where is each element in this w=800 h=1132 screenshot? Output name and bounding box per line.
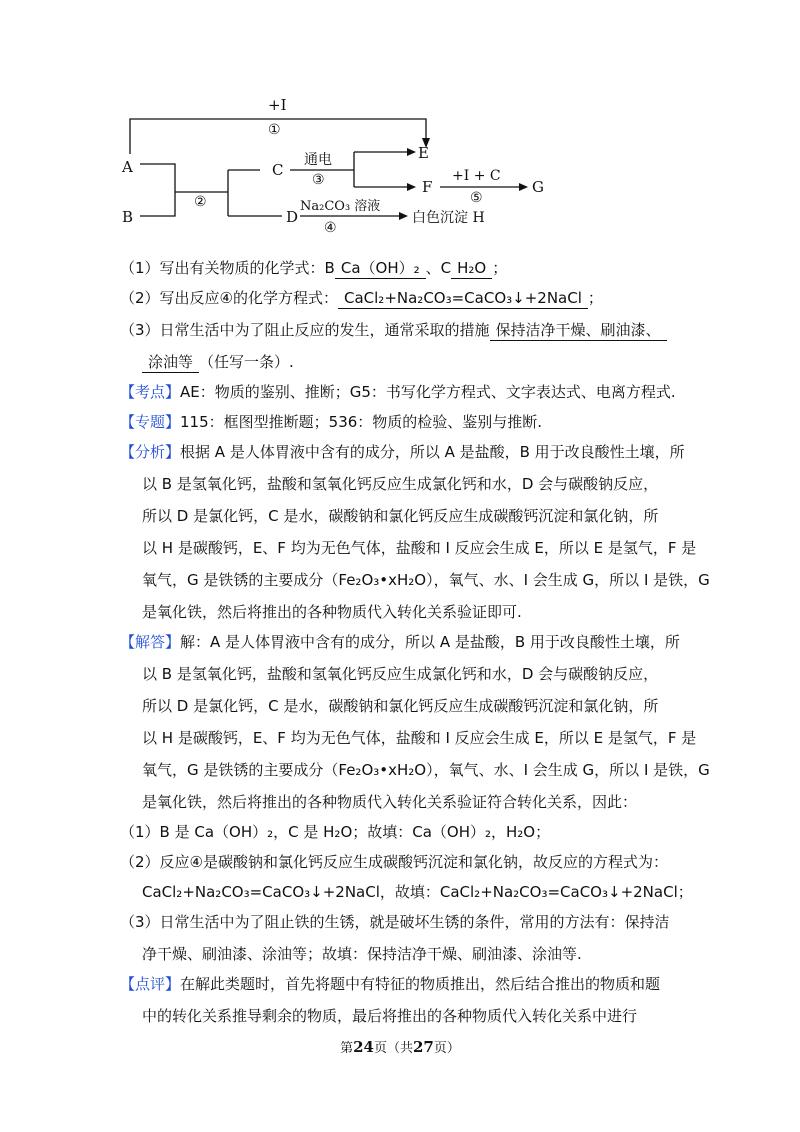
jieda-tag: 【解答】 [120,633,181,651]
question-3-line1 [120,320,667,341]
jieda-line-1 [120,632,680,652]
diag-node-b: B [122,208,134,226]
fenxi-line-3: 所以 D 是氯化钙，C 是水，碳酸钠和氯化钙反应生成碳酸钙沉淀和氯化钠，所 [142,507,659,525]
jieda-answer-2-line2: CaCl₂+Na₂CO₃=CaCO₃↓+2NaCl，故填：CaCl₂+Na₂CO₃=CaCO₃↓+2NaCl； [142,883,693,901]
q1-mid: 、C [425,259,452,277]
zhuanti [120,412,542,432]
jieda-line-4: 以 H 是碳酸钙，E、F 均为无色气体，盐酸和 I 反应会生成 E，所以 E 是氢气，F 是 [142,729,697,747]
q1-answer-b: Ca（OH）₂ [335,258,426,279]
jieda-answer-2-line1: （2）反应④是碳酸钠和氯化钙反应生成碳酸钙沉淀和氯化钠，故反应的方程式为： [120,853,668,871]
q3-end: （任写一条）. [199,353,294,371]
diag-node-d: D [286,208,299,226]
diag-label-r4-top: Na₂CO₃ 溶液 [300,199,381,214]
diag-node-f: F [422,178,433,196]
footer-mid: 页（共 [373,1041,413,1056]
dianping-text-1: 在解此类题时，首先将题中有特征的物质推出，然后结合推出的物质和题 [180,975,661,993]
zhuanti-text: 115：框图型推断题；536：物质的检验、鉴别与推断. [180,413,543,431]
q3-prefix: （3）日常生活中为了阻止反应的发生，通常采取的措施 [120,321,490,339]
jieda-answer-3-line1: （3）日常生活中为了阻止铁的生锈，就是破坏生锈的条件，常用的方法有：保持洁 [120,913,670,931]
q3-answer-part1: 保持洁净干燥、刷油漆、 [490,320,667,341]
footer-total-pages: 27 [413,1038,434,1056]
fenxi-line-5: 氧气，G 是铁锈的主要成分（Fe₂O₃•xH₂O），氧气、水、I 会生成 G，所以 I 是铁，G [142,571,710,589]
dianping-tag: 【点评】 [120,975,181,993]
kaodian-tag: 【考点】 [120,383,181,401]
jieda-text-1: 解：A 是人体胃液中含有的成分，所以 A 是盐酸，B 用于改良酸性土壤，所 [180,633,680,651]
fenxi-tag: 【分析】 [120,443,181,461]
jieda-line-5: 氧气，G 是铁锈的主要成分（Fe₂O₃•xH₂O），氧气、水、I 会生成 G，所以 I 是铁，G [142,761,710,779]
diag-node-g: G [532,178,544,196]
diag-node-a: A [122,158,133,176]
question-1 [120,258,507,279]
diag-node-c: C [272,161,284,179]
diag-label-r1-top: +I [268,96,287,114]
diag-node-e: E [418,144,429,162]
diag-node-h: 白色沉淀 H [412,210,485,226]
footer-post: 页） [433,1041,460,1056]
fenxi-line-1 [120,442,685,462]
diag-label-r2-num: ② [194,194,207,210]
q2-prefix: （2）写出反应④的化学方程式： [120,289,338,307]
dianping-line-1 [120,974,660,994]
fenxi-line-6: 是氧化铁，然后将推出的各种物质代入转化关系验证即可. [142,603,522,621]
diag-label-r4-num: ④ [324,220,337,236]
jieda-line-2: 以 B 是氢氧化钙，盐酸和氢氧化钙反应生成氯化钙和水，D 会与碳酸钠反应， [142,665,659,683]
q1-end: ； [492,259,508,277]
fenxi-text-1: 根据 A 是人体胃液中含有的成分，所以 A 是盐酸，B 用于改良酸性土壤，所 [180,443,685,461]
footer-page-number: 24 [353,1038,374,1056]
q1-answer-c: H₂O [451,258,492,279]
q2-end: ； [587,289,603,307]
fenxi-line-2: 以 B 是氢氧化钙，盐酸和氢氧化钙反应生成氯化钙和水，D 会与碳酸钠反应， [142,475,659,493]
q1-prefix: （1）写出有关物质的化学式：B [120,259,335,277]
diag-label-r5-num: ⑤ [470,190,483,206]
fenxi-line-4: 以 H 是碳酸钙，E、F 均为无色气体，盐酸和 I 反应会生成 E，所以 E 是氢气，F 是 [142,539,697,557]
jieda-line-6: 是氧化铁，然后将推出的各种物质代入转化关系验证符合转化关系，因此： [142,793,638,811]
diag-label-r5-top: +I + C [452,168,501,184]
question-3-line2 [142,352,294,373]
jieda-answer-3-line2: 净干燥、刷油漆、涂油等；故填：保持洁净干燥、刷油漆、涂油等. [142,945,582,963]
diag-label-r3-top: 通电 [304,152,332,168]
dianping-line-2: 中的转化关系推导剩余的物质，最后将推出的各种物质代入转化关系中进行 [142,1007,638,1025]
q3-answer-part2: 涂油等 [142,352,199,373]
reaction-diagram [110,92,580,242]
kaodian [120,382,676,402]
jieda-line-3: 所以 D 是氯化钙，C 是水，碳酸钠和氯化钙反应生成碳酸钙沉淀和氯化钠，所 [142,697,659,715]
footer-pre: 第 [340,1041,354,1056]
q2-answer: CaCl₂+Na₂CO₃=CaCO₃↓+2NaCl [338,288,588,309]
jieda-answer-1: （1）B 是 Ca（OH）₂，C 是 H₂O；故填：Ca（OH）₂，H₂O； [120,823,551,841]
question-2 [120,288,603,309]
diag-label-r3-num: ③ [312,172,325,188]
page-footer [0,1037,800,1056]
zhuanti-tag: 【专题】 [120,413,181,431]
diag-label-r1-num: ① [268,122,281,138]
kaodian-text: AE：物质的鉴别、推断；G5：书写化学方程式、文字表达式、电离方程式. [180,383,676,401]
